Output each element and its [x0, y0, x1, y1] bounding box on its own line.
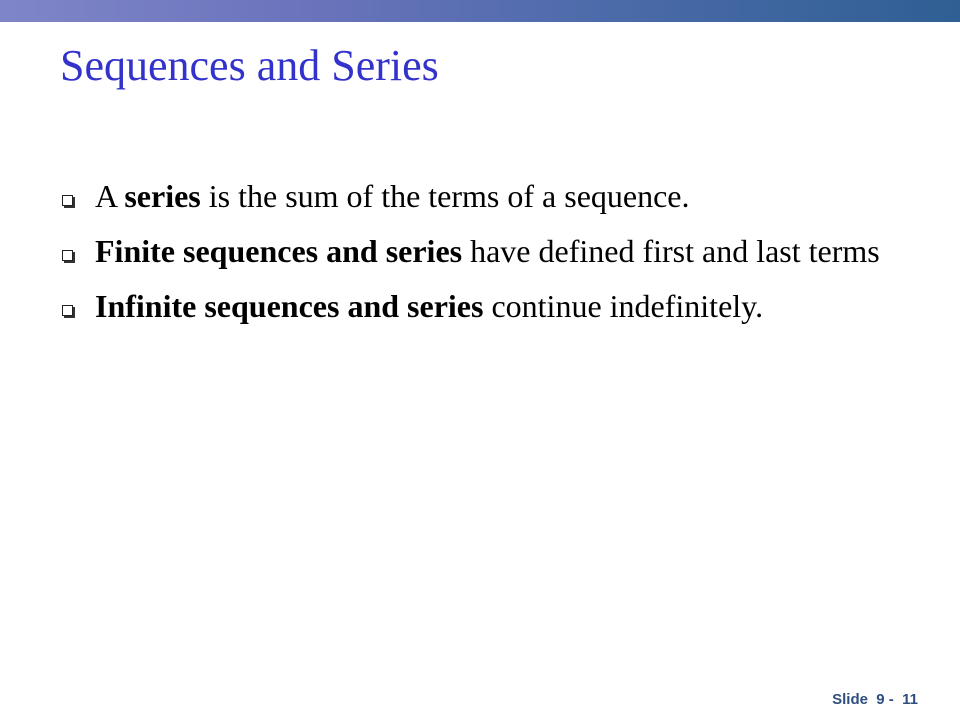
bullet-item-series-definition [60, 176, 920, 216]
bullet-bold-term: series [124, 178, 201, 214]
bullet-item-finite [60, 231, 920, 271]
header-bar [0, 0, 960, 22]
bullet-text-part: A [95, 178, 125, 214]
bullet-text-part: continue indefinitely. [483, 288, 764, 324]
slide-title: Sequences and Series [60, 41, 439, 90]
bullet-text [95, 178, 690, 214]
bullet-bold-term: Infinite sequences and series [95, 288, 484, 324]
hollow-square-bullet-icon [62, 195, 73, 206]
bullet-bold-term: Finite sequences and series [95, 233, 463, 269]
hollow-square-bullet-icon [62, 250, 73, 261]
slide-number: Slide 9 - 11 [832, 691, 918, 708]
bullet-text-part: is the sum of the terms of a sequence. [200, 178, 690, 214]
bullet-list [60, 176, 920, 341]
bullet-text-part: have defined first and last terms [462, 233, 880, 269]
hollow-square-bullet-icon [62, 305, 73, 316]
bullet-text [95, 233, 880, 269]
bullet-item-infinite [60, 286, 920, 326]
bullet-text [95, 288, 763, 324]
